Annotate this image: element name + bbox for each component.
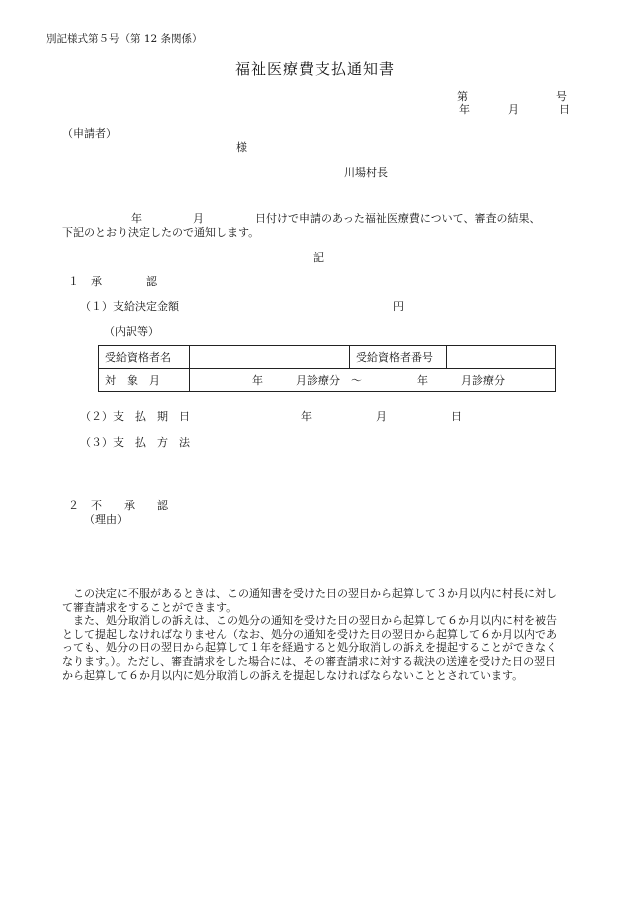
- payment-date-year: 年: [301, 410, 312, 423]
- table-row: [99, 369, 556, 392]
- payment-amount-unit: 円: [393, 300, 404, 313]
- target-month-period[interactable]: 年 月診療分 ～ 年 月診療分: [190, 369, 556, 392]
- appeal-notice: [62, 587, 567, 682]
- table-row: [99, 346, 556, 369]
- section-2-heading: [68, 499, 168, 513]
- document-title: 福祉医療費支払通知書: [234, 60, 395, 78]
- issue-date-day: 日: [559, 103, 570, 116]
- payment-method-label: （３）支 払 方 法: [80, 436, 190, 449]
- body-text: 日付けで申請のあった福祉医療費について、審査の結果、: [255, 212, 541, 225]
- target-month-label: [99, 369, 190, 392]
- body-line-2: 下記のとおり決定したので通知します。: [62, 226, 260, 239]
- recipient-name-value[interactable]: [190, 346, 350, 369]
- payment-date-month: 月: [376, 410, 387, 423]
- section-2-number: ２: [68, 499, 79, 512]
- body-year: 年: [131, 212, 142, 225]
- doc-number-suffix: 号: [556, 90, 567, 103]
- section-1-number: １: [68, 275, 79, 288]
- doc-number-prefix: 第: [457, 90, 468, 103]
- body-month: 月: [193, 212, 204, 225]
- section-2-label: 不 承 認: [91, 499, 168, 512]
- form-id-label: 別記様式第５号（第 12 条関係）: [46, 33, 203, 45]
- recipient-name-label: 受給資格者名: [99, 346, 190, 369]
- recipient-number-label: 受給資格者番号: [350, 346, 447, 369]
- issuer-name: 川場村長: [344, 166, 388, 179]
- applicant-label: （申請者）: [62, 127, 117, 140]
- payment-amount-label: （１）支給決定金額: [80, 300, 179, 313]
- notice-paragraph-2: また、処分取消しの訴えは、この処分の通知を受けた日の翌日から起算して６か月以内に村を被告として提起しなければなりません（なお、処分の通知を受けた日の翌日から起算して６か月以内であっても、処分の日の翌日から起算して１年を経過すると処分取消しの訴えを提起することができなくなります。）。ただし、審査請求をした場合には、その審査請求に対する裁決の送達を受けた日の翌日から起算して６か月以内に処分取消しの訴えを提起しなければならないこととされています。: [62, 614, 557, 682]
- section-1-heading: [68, 275, 157, 289]
- recipient-number-value[interactable]: [447, 346, 556, 369]
- issue-date-year: 年: [459, 103, 470, 116]
- section-1-label: 承 認: [91, 275, 157, 288]
- reason-label: （理由）: [84, 513, 128, 526]
- detail-table: [98, 345, 556, 392]
- target-month-label-text: 対 象 月: [105, 374, 160, 387]
- breakdown-label: （内訳等）: [104, 325, 159, 338]
- issue-date-month: 月: [508, 103, 519, 116]
- payment-date-label: （２）支 払 期 日: [80, 410, 190, 423]
- honorific: 様: [236, 141, 247, 154]
- payment-date-day: 日: [451, 410, 462, 423]
- notice-paragraph-1: この決定に不服があるときは、この通知書を受けた日の翌日から起算して３か月以内に村長に対して審査請求をすることができます。: [62, 587, 557, 614]
- ki-heading: 記: [313, 251, 324, 264]
